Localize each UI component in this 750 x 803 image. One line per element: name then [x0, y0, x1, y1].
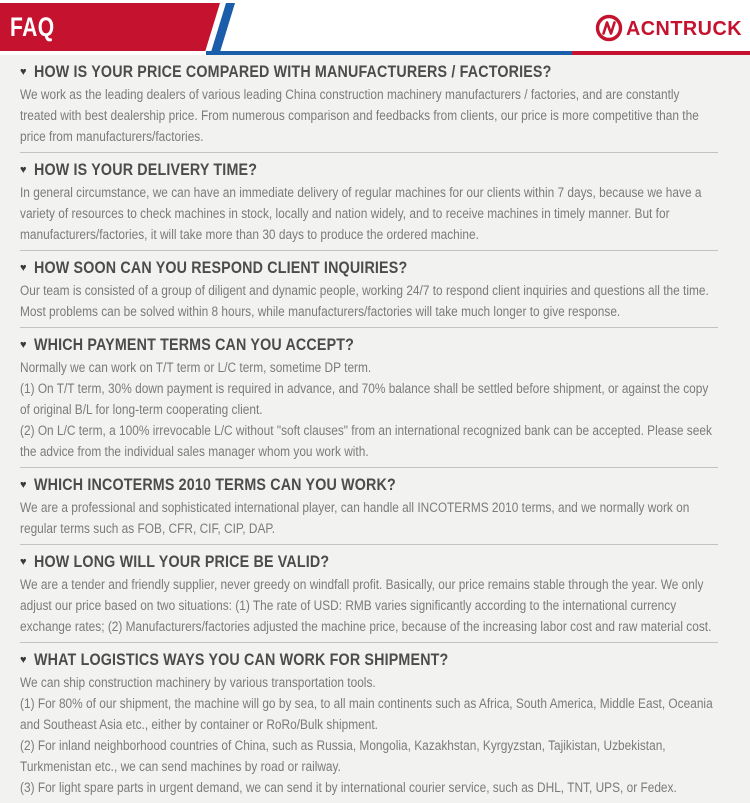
faq-section — [20, 328, 718, 468]
faq-question — [20, 552, 718, 572]
faq-answer-paragraph: Our team is consisted of a group of diligent and dynamic people, working 24/7 to respond client inquiries and questions all the time. Most problems can be solved within 8 hours, while manufacturers/factories will take much longer to give response. — [20, 283, 709, 319]
heart-bullet-icon: ♥ — [20, 653, 27, 666]
brand-logo[interactable] — [593, 12, 745, 49]
faq-answer-paragraph: (3) For light spare parts in urgent demand, we can send it by international courier service, such as DHL, TNT, UPS, or Fedex. — [20, 780, 677, 795]
faq-answer-paragraph: We work as the leading dealers of various leading China construction machinery manufacturers / factories, and are constantly treated with best dealership price. From numerous comparison and feedbacks from clients, our price is more competitive than the price from manufacturers/factories. — [20, 87, 699, 144]
header-bottom-line-red — [572, 51, 750, 55]
heart-bullet-icon: ♥ — [20, 261, 27, 274]
faq-section — [20, 545, 718, 643]
faq-answer-paragraph: (1) On T/T term, 30% down payment is required in advance, and 70% balance shall be settled before shipment, or against the copy of original B/L for long-term cooperating client. — [20, 381, 709, 417]
faq-answer — [20, 182, 719, 245]
heart-bullet-icon: ♥ — [20, 163, 27, 176]
faq-question — [20, 475, 718, 495]
heart-bullet-icon: ♥ — [20, 65, 27, 78]
heart-bullet-icon: ♥ — [20, 338, 27, 351]
faq-answer — [20, 672, 719, 798]
heart-bullet-icon: ♥ — [20, 478, 27, 491]
faq-answer — [20, 280, 719, 322]
faq-answer-paragraph: We can ship construction machinery by various transportation tools. — [20, 675, 376, 690]
faq-answer — [20, 84, 719, 147]
faq-answer — [20, 497, 719, 539]
faq-question — [20, 160, 718, 180]
faq-answer-paragraph: We are a tender and friendly supplier, never greedy on windfall profit. Basically, our price remains stable through the year. We only adjust our price based on two situations: (1) The rate of USD: RMB varies significantly according to the international currency exchange rates; (2) Manufacturers/factories adjusted the machine price, because of the increasing labor cost and raw material cost. — [20, 577, 712, 634]
faq-question-text: WHAT LOGISTICS WAYS YOU CAN WORK FOR SHIPMENT? — [33, 650, 448, 669]
faq-section — [20, 468, 718, 545]
acntruck-logo-icon — [593, 12, 745, 44]
faq-question — [20, 650, 718, 670]
header-bottom-line-blue — [206, 51, 572, 55]
faq-list — [0, 55, 750, 803]
faq-question — [20, 62, 718, 82]
faq-question-text: HOW LONG WILL YOUR PRICE BE VALID? — [33, 552, 329, 571]
brand-name: ACNTRUCK — [626, 18, 743, 40]
faq-question-text: HOW IS YOUR DELIVERY TIME? — [33, 160, 257, 179]
faq-answer-paragraph: In general circumstance, we can have an immediate delivery of regular machines for our clients within 7 days, because we have a variety of resources to check machines in stock, locally and nation widely, and to receive machines in timely manner. But for manufacturers/factories, it will take more than 30 days to produce the ordered machine. — [20, 185, 702, 242]
faq-answer-paragraph: (1) For 80% of our shipment, the machine will go by sea, to all main continents such as Africa, South America, Middle East, Oceania and Southeast Asia etc., either by container or RoRo/Bulk shipment. — [20, 696, 713, 732]
faq-answer-paragraph: (2) For inland neighborhood countries of China, such as Russia, Mongolia, Kazakhstan, Kyrgyzstan, Tajikistan, Uzbekistan, Turkmenistan etc., we can send machines by road or railway. — [20, 738, 666, 774]
faq-answer — [20, 574, 719, 637]
page-title: FAQ — [10, 12, 55, 42]
faq-question-text: HOW IS YOUR PRICE COMPARED WITH MANUFACTURERS / FACTORIES? — [33, 62, 552, 81]
faq-answer-paragraph: We are a professional and sophisticated international player, can handle all INCOTERMS 2010 terms, and we normally work on regular terms such as FOB, CFR, CIF, CIP, DAP. — [20, 500, 690, 536]
page-header — [0, 0, 750, 55]
faq-question — [20, 335, 718, 355]
faq-answer-paragraph: (2) On L/C term, a 100% irrevocable L/C without "soft clauses" from an international recognized bank can be accepted. Please seek the advice from the individual sales manager whom you work with. — [20, 423, 712, 459]
faq-section — [20, 153, 718, 251]
faq-section — [20, 251, 718, 328]
faq-section — [20, 55, 718, 153]
faq-question-text: HOW SOON CAN YOU RESPOND CLIENT INQUIRIES? — [33, 258, 407, 277]
faq-answer — [20, 357, 719, 462]
faq-question-text: WHICH PAYMENT TERMS CAN YOU ACCEPT? — [33, 335, 354, 354]
faq-section — [20, 643, 718, 803]
faq-question-text: WHICH INCOTERMS 2010 TERMS CAN YOU WORK? — [33, 475, 396, 494]
heart-bullet-icon: ♥ — [20, 555, 27, 568]
faq-question — [20, 258, 718, 278]
faq-answer-paragraph: Normally we can work on T/T term or L/C term, sometime DP term. — [20, 360, 372, 375]
